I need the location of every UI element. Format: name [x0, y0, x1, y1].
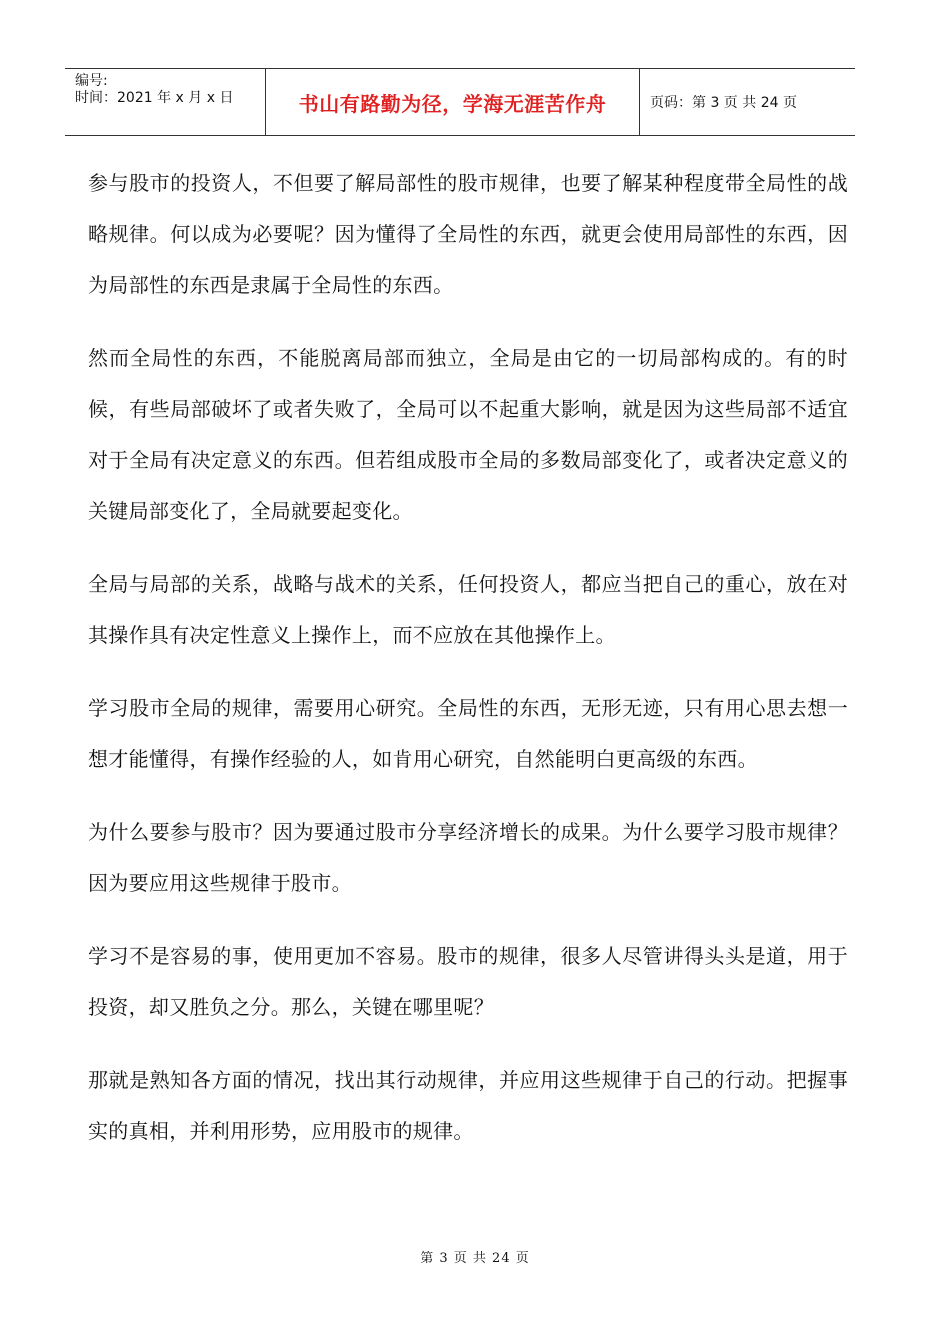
header-page-info: 页码：第 3 页 共 24 页	[650, 95, 797, 111]
paragraph-1: 参与股市的投资人，不但要了解局部性的股市规律，也要了解某种程度带全局性的战略规律。何以成为必要呢？因为懂得了全局性的东西，就更会使用局部性的东西，因为局部性的东西是隶属于全局性的东西。	[88, 171, 848, 297]
paragraph-2: 然而全局性的东西，不能脱离局部而独立，全局是由它的一切局部构成的。有的时候，有些局部破坏了或者失败了，全局可以不起重大影响，就是因为这些局部不适宜对于全局有决定意义的东西。但若组成股市全局的多数局部变化了，或者决定意义的关键局部变化了，全局就要起变化。	[88, 346, 848, 523]
paragraph-3: 全局与局部的关系，战略与战术的关系，任何投资人，都应当把自己的重心，放在对其操作具有决定性意义上操作上，而不应放在其他操作上。	[88, 572, 848, 647]
paragraph-7: 那就是熟知各方面的情况，找出其行动规律，并应用这些规律于自己的行动。把握事实的真相，并利用形势，应用股市的规律。	[88, 1068, 848, 1143]
header-meta-cell	[65, 69, 266, 135]
paragraph-5: 为什么要参与股市？因为要通过股市分享经济增长的成果。为什么要学习股市规律？因为要应用这些规律于股市。	[88, 820, 848, 895]
document-body	[88, 158, 848, 1179]
document-number-label: 编号:	[75, 73, 108, 89]
document-time-label: 时间：2021 年 x 月 x 日	[75, 90, 234, 106]
page-header	[65, 68, 855, 136]
header-motto: 书山有路勤为径，学海无涯苦作舟	[266, 69, 640, 135]
paragraph-6: 学习不是容易的事，使用更加不容易。股市的规律，很多人尽管讲得头头是道，用于投资，却又胜负之分。那么，关键在哪里呢？	[88, 944, 848, 1019]
page-footer: 第 3 页 共 24 页	[420, 1251, 530, 1266]
paragraph-4: 学习股市全局的规律，需要用心研究。全局性的东西，无形无迹，只有用心思去想一想才能懂得，有操作经验的人，如肯用心研究，自然能明白更高级的东西。	[88, 696, 848, 771]
